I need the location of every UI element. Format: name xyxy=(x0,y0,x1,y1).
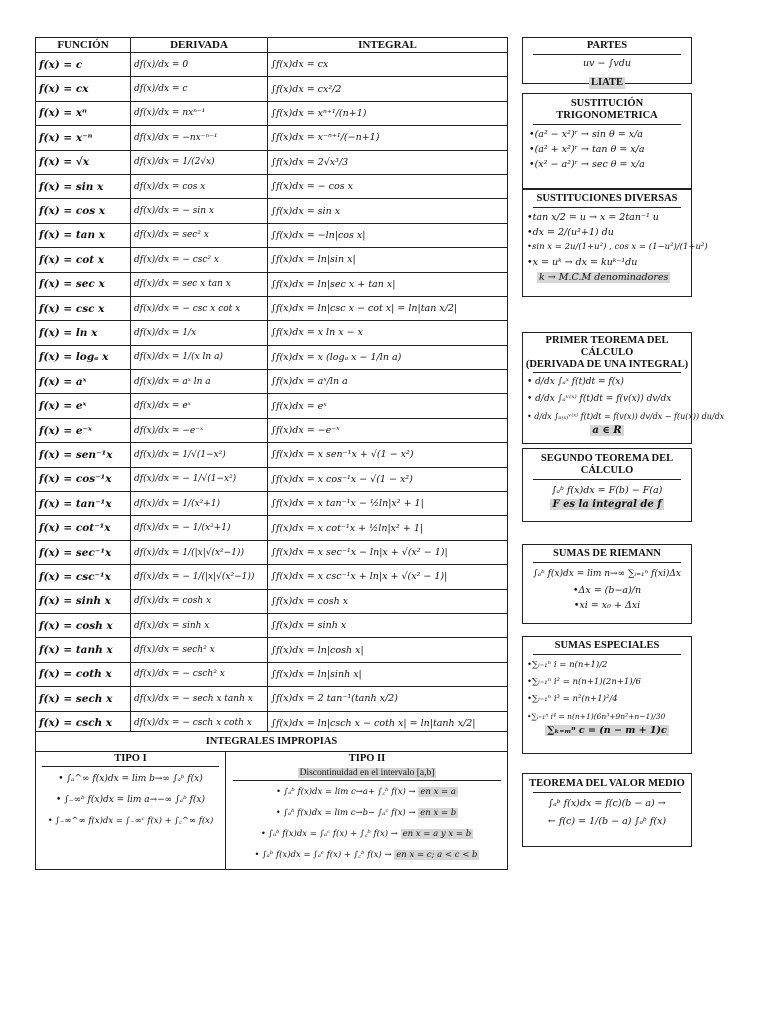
function-cell: f(x) = aˣ xyxy=(36,370,131,394)
divider xyxy=(42,766,219,767)
derivative-cell: df(x)/dx = cos x xyxy=(131,174,268,198)
function-cell: f(x) = cos x xyxy=(36,199,131,223)
table-row xyxy=(36,174,508,198)
primer-teorema-box xyxy=(522,332,725,444)
tipo1-item: • ∫ₐ^∞ f(x)dx = lim b→∞ ∫ₐᵇ f(x) xyxy=(58,774,203,784)
integral-cell: ∫f(x)dx = x cos⁻¹x − √(1 − x²) xyxy=(268,467,508,491)
derivative-cell: df(x)/dx = c xyxy=(131,77,268,101)
function-cell: f(x) = sec⁻¹x xyxy=(36,540,131,564)
divider xyxy=(533,54,681,55)
sumas-especiales-box xyxy=(522,636,692,754)
primer-teorema-title-2: (DERIVADA DE UNA INTEGRAL) xyxy=(525,359,689,370)
header-integral: INTEGRAL xyxy=(268,38,508,53)
integrales-impropias-box xyxy=(35,731,508,870)
function-cell: f(x) = cos⁻¹x xyxy=(36,467,131,491)
tipo2-item-highlight: en x = a xyxy=(420,787,456,797)
derivative-cell: df(x)/dx = 1/(x ln a) xyxy=(131,345,268,369)
sumas-especiales-item: •∑ᵢ₌₁ⁿ i = n(n+1)/2 xyxy=(527,660,608,670)
derivative-cell: df(x)/dx = 1/(|x|√(x²−1)) xyxy=(131,540,268,564)
partes-title: PARTES xyxy=(586,40,628,51)
derivative-cell: df(x)/dx = cosh x xyxy=(131,589,268,613)
sust-div-item: •tan x/2 = u → x = 2tan⁻¹ u xyxy=(527,212,659,223)
integral-cell: ∫f(x)dx = x sec⁻¹x − ln|x + √(x² − 1)| xyxy=(268,540,508,564)
sumas-especiales-title: SUMAS ESPECIALES xyxy=(554,640,660,651)
table-header-row xyxy=(36,38,508,53)
primer-teorema-highlight: a ∈ R xyxy=(592,425,622,436)
integral-cell: ∫f(x)dx = −e⁻ˣ xyxy=(268,418,508,442)
derivative-cell: df(x)/dx = sec² x xyxy=(131,223,268,247)
function-cell: f(x) = cot x xyxy=(36,248,131,272)
divider xyxy=(533,654,681,655)
function-cell: f(x) = c xyxy=(36,53,131,77)
tipo1-title: TIPO I xyxy=(114,753,147,764)
table-row xyxy=(36,418,508,442)
derivative-cell: df(x)/dx = sec x tan x xyxy=(131,272,268,296)
tipo2-item: • ∫ₐᵇ f(x)dx = lim c→b− ∫ₐᶜ f(x) → en x = b xyxy=(275,808,457,818)
sumas-especiales-item: •∑ᵢ₌₁ⁿ i³ = n²(n+1)²/4 xyxy=(527,694,618,704)
tipo2-title: TIPO II xyxy=(348,753,386,764)
table-row xyxy=(36,516,508,540)
derivative-cell: df(x)/dx = − sin x xyxy=(131,199,268,223)
function-cell: f(x) = x⁻ⁿ xyxy=(36,126,131,150)
table-row xyxy=(36,467,508,491)
integral-cell: ∫f(x)dx = ln|cosh x| xyxy=(268,638,508,662)
integral-cell: ∫f(x)dx = ln|sinh x| xyxy=(268,662,508,686)
riemann-item: •Δx = (b−a)/n xyxy=(572,585,642,596)
segundo-teorema-formula: ∫ₐᵇ f(x)dx = F(b) − F(a) xyxy=(551,485,663,496)
derivative-cell: df(x)/dx = −e⁻ˣ xyxy=(131,418,268,442)
integral-cell: ∫f(x)dx = 2 tan⁻¹(tanh x/2) xyxy=(268,687,508,711)
sust-trig-title-1: SUSTITUCIÓN xyxy=(570,98,644,109)
derivative-cell: df(x)/dx = 1/√(1−x²) xyxy=(131,443,268,467)
table-row xyxy=(36,248,508,272)
derivative-cell: df(x)/dx = nxⁿ⁻¹ xyxy=(131,101,268,125)
valor-medio-line-1: ∫ₐᵇ f(x)dx = f(c)(b − a) → xyxy=(548,798,666,809)
tipo1-item: • ∫₋∞^∞ f(x)dx = ∫₋∞ᶜ f(x) + ∫꜀^∞ f(x) xyxy=(47,816,214,826)
function-cell: f(x) = csch x xyxy=(36,711,131,735)
tipo2-item-highlight: en x = a y x = b xyxy=(402,829,472,839)
tipo2-subtitle: Discontinuidad en el intervalo [a,b] xyxy=(299,768,435,778)
derivative-cell: df(x)/dx = −nx⁻ⁿ⁻¹ xyxy=(131,126,268,150)
divider xyxy=(233,780,501,781)
function-cell: f(x) = sec x xyxy=(36,272,131,296)
partes-box xyxy=(522,37,692,88)
table-row xyxy=(36,223,508,247)
divider xyxy=(533,372,681,373)
primer-teorema-item: • d/dx ∫ᵤ₍ₓ₎ᵛ⁽ˣ⁾ f(t)dt = f(v(x)) dv/dx − f(u(x)) du/dx xyxy=(527,412,725,421)
primer-teorema-item: • d/dx ∫ₐˣ f(t)dt = f(x) xyxy=(527,377,624,387)
divider xyxy=(533,792,681,793)
integral-cell: ∫f(x)dx = ln|sin x| xyxy=(268,248,508,272)
function-cell: f(x) = sech x xyxy=(36,687,131,711)
segundo-teorema-box xyxy=(522,448,692,522)
table-row xyxy=(36,296,508,320)
function-cell: f(x) = eˣ xyxy=(36,394,131,418)
integral-cell: ∫f(x)dx = sinh x xyxy=(268,613,508,637)
table-row xyxy=(36,53,508,77)
main-formula-table xyxy=(35,37,508,736)
integral-cell: ∫f(x)dx = xⁿ⁺¹/(n+1) xyxy=(268,101,508,125)
table-row xyxy=(36,321,508,345)
derivative-cell: df(x)/dx = sech² x xyxy=(131,638,268,662)
valor-medio-title: TEOREMA DEL VALOR MEDIO xyxy=(529,778,685,789)
integral-cell: ∫f(x)dx = x (logₐ x − 1/ln a) xyxy=(268,345,508,369)
riemann-title: SUMAS DE RIEMANN xyxy=(553,548,661,559)
integral-cell: ∫f(x)dx = sin x xyxy=(268,199,508,223)
primer-teorema-item: • d/dx ∫ₐᵛ⁽ˣ⁾ f(t)dt = f(v(x)) dv/dx xyxy=(527,394,672,404)
integral-cell: ∫f(x)dx = cx xyxy=(268,53,508,77)
sumas-especiales-item: •∑ᵢ₌₁ⁿ i² = n(n+1)(2n+1)/6 xyxy=(527,677,641,687)
sumas-especiales-item: •∑ᵢ₌₁ⁿ i⁴ = n(n+1)(6n³+9n²+n−1)/30 xyxy=(527,712,666,721)
integral-cell: ∫f(x)dx = ln|csch x − coth x| = ln|tanh x/2| xyxy=(268,711,508,735)
derivative-cell: df(x)/dx = sinh x xyxy=(131,613,268,637)
derivative-cell: df(x)/dx = − 1/(|x|√(x²−1)) xyxy=(131,565,268,589)
tipo1-item: • ∫₋∞ᵇ f(x)dx = lim a→−∞ ∫ₐᵇ f(x) xyxy=(55,795,205,805)
function-cell: f(x) = ln x xyxy=(36,321,131,345)
derivative-cell: df(x)/dx = 1/x xyxy=(131,321,268,345)
function-cell: f(x) = tan⁻¹x xyxy=(36,492,131,516)
integral-cell: ∫f(x)dx = −ln|cos x| xyxy=(268,223,508,247)
integral-cell: ∫f(x)dx = ln|sec x + tan x| xyxy=(268,272,508,296)
divider xyxy=(533,207,681,208)
integral-cell: ∫f(x)dx = − cos x xyxy=(268,174,508,198)
table-body xyxy=(36,53,508,736)
function-cell: f(x) = xⁿ xyxy=(36,101,131,125)
table-row xyxy=(36,492,508,516)
integral-cell: ∫f(x)dx = x cot⁻¹x + ½ln|x² + 1| xyxy=(268,516,508,540)
partes-formula: uv − ∫vdu xyxy=(582,58,631,69)
primer-teorema-title-1: PRIMER TEOREMA DEL CÁLCULO xyxy=(545,335,669,358)
valor-medio-box xyxy=(522,773,692,847)
sust-div-item: •dx = 2/(u²+1) du xyxy=(527,227,614,238)
function-cell: f(x) = sin x xyxy=(36,174,131,198)
sumas-especiales-highlight: ∑ₖ₌ₘⁿ c = (n − m + 1)c xyxy=(547,725,667,736)
tipo2-item: • ∫ₐᵇ f(x)dx = lim c→a+ ∫꜀ᵇ f(x) → en x = a xyxy=(276,787,456,797)
table-row xyxy=(36,565,508,589)
segundo-teorema-highlight: F es la integral de f xyxy=(552,499,662,510)
derivative-cell: df(x)/dx = − sech x tanh x xyxy=(131,687,268,711)
integral-cell: ∫f(x)dx = aˣ/ln a xyxy=(268,370,508,394)
sust-trig-title-2: TRIGONOMETRICA xyxy=(556,110,658,121)
divider xyxy=(533,562,681,563)
table-row xyxy=(36,272,508,296)
integral-cell: ∫f(x)dx = cx²/2 xyxy=(268,77,508,101)
derivative-cell: df(x)/dx = eˣ xyxy=(131,394,268,418)
tipo2-item: • ∫ₐᵇ f(x)dx = ∫ₐᶜ f(x) + ∫꜀ᵇ f(x) → en x = a y x = b xyxy=(260,829,472,839)
sust-div-highlight: k → M.C.M denominadores xyxy=(539,272,669,283)
tipo1-panel xyxy=(36,752,226,869)
segundo-teorema-title: SEGUNDO TEOREMA DEL CÁLCULO xyxy=(540,453,674,476)
function-cell: f(x) = csc x xyxy=(36,296,131,320)
table-row xyxy=(36,662,508,686)
table-row xyxy=(36,638,508,662)
riemann-item: •xi = x₀ + Δxi xyxy=(573,600,641,611)
sustituciones-diversas-box xyxy=(522,189,708,297)
tipo2-item-highlight: en x = b xyxy=(420,808,457,818)
header-derivada: DERIVADA xyxy=(131,38,268,53)
tipo2-panel xyxy=(227,752,507,869)
function-cell: f(x) = tanh x xyxy=(36,638,131,662)
tipo2-item-highlight: en x = c; a < c < b xyxy=(396,850,478,860)
derivative-cell: df(x)/dx = − 1/(x²+1) xyxy=(131,516,268,540)
impropias-title: INTEGRALES IMPROPIAS xyxy=(36,732,507,752)
sust-trig-item: •(a² + x²)ʳ → tan θ = x/a xyxy=(529,144,645,155)
table-row xyxy=(36,687,508,711)
riemann-item: ∫ₐᵇ f(x)dx = lim n→∞ ∑ᵢ₌₁ⁿ f(xi)Δx xyxy=(533,569,681,579)
tipo2-item: • ∫ₐᵇ f(x)dx = ∫ₐᶜ f(x) + ∫꜀ᵇ f(x) → en x = c; a < c < b xyxy=(254,850,478,860)
function-cell: f(x) = coth x xyxy=(36,662,131,686)
derivative-cell: df(x)/dx = − csc² x xyxy=(131,248,268,272)
sust-div-title: SUSTITUCIONES DIVERSAS xyxy=(536,193,678,204)
integral-cell: ∫f(x)dx = eˣ xyxy=(268,394,508,418)
derivative-cell: df(x)/dx = 1/(2√x) xyxy=(131,150,268,174)
function-cell: f(x) = cot⁻¹x xyxy=(36,516,131,540)
table-row xyxy=(36,443,508,467)
divider xyxy=(533,479,681,480)
integral-cell: ∫f(x)dx = x ln x − x xyxy=(268,321,508,345)
sust-div-item: •x = uᵏ → dx = kuᵏ⁻¹du xyxy=(527,257,638,268)
integral-cell: ∫f(x)dx = 2√x³/3 xyxy=(268,150,508,174)
integral-cell: ∫f(x)dx = x sen⁻¹x + √(1 − x²) xyxy=(268,443,508,467)
header-funcion: FUNCIÓN xyxy=(36,38,131,53)
table-row xyxy=(36,345,508,369)
integral-cell: ∫f(x)dx = x csc⁻¹x + ln|x + √(x² − 1)| xyxy=(268,565,508,589)
integral-cell: ∫f(x)dx = cosh x xyxy=(268,589,508,613)
derivative-cell: df(x)/dx = aˣ ln a xyxy=(131,370,268,394)
derivative-cell: df(x)/dx = 0 xyxy=(131,53,268,77)
sust-trig-item: •(x² − a²)ʳ → sec θ = x/a xyxy=(529,159,645,170)
table-row xyxy=(36,199,508,223)
table-row xyxy=(36,101,508,125)
table-row xyxy=(36,370,508,394)
integral-cell: ∫f(x)dx = ln|csc x − cot x| = ln|tan x/2| xyxy=(268,296,508,320)
derivative-cell: df(x)/dx = − csc x cot x xyxy=(131,296,268,320)
table-row xyxy=(36,126,508,150)
function-cell: f(x) = sinh x xyxy=(36,589,131,613)
divider xyxy=(533,124,681,125)
function-cell: f(x) = √x xyxy=(36,150,131,174)
valor-medio-line-2: ← f(c) = 1/(b − a) ∫ₐᵇ f(x) xyxy=(547,816,667,827)
table-row xyxy=(36,613,508,637)
function-cell: f(x) = csc⁻¹x xyxy=(36,565,131,589)
table-row xyxy=(36,589,508,613)
sust-div-item: •sin x = 2u/(1+u²) , cos x = (1−u²)/(1+u²) xyxy=(527,242,708,252)
table-row xyxy=(36,394,508,418)
riemann-box xyxy=(522,544,692,624)
sustitucion-trig-box xyxy=(522,93,692,189)
table-row xyxy=(36,150,508,174)
function-cell: f(x) = cosh x xyxy=(36,613,131,637)
sust-trig-item: •(a² − x²)ʳ → sin θ = x/a xyxy=(529,129,643,140)
table-row xyxy=(36,77,508,101)
function-cell: f(x) = tan x xyxy=(36,223,131,247)
derivative-cell: df(x)/dx = − csch x coth x xyxy=(131,711,268,735)
table-row xyxy=(36,540,508,564)
function-cell: f(x) = logₐ x xyxy=(36,345,131,369)
integral-cell: ∫f(x)dx = x tan⁻¹x − ½ln|x² + 1| xyxy=(268,492,508,516)
derivative-cell: df(x)/dx = − 1/√(1−x²) xyxy=(131,467,268,491)
partes-mnemonic: LIATE xyxy=(591,77,623,88)
derivative-cell: df(x)/dx = 1/(x²+1) xyxy=(131,492,268,516)
integral-cell: ∫f(x)dx = x⁻ⁿ⁺¹/(−n+1) xyxy=(268,126,508,150)
function-cell: f(x) = e⁻ˣ xyxy=(36,418,131,442)
derivative-cell: df(x)/dx = − csch² x xyxy=(131,662,268,686)
function-cell: f(x) = sen⁻¹x xyxy=(36,443,131,467)
function-cell: f(x) = cx xyxy=(36,77,131,101)
